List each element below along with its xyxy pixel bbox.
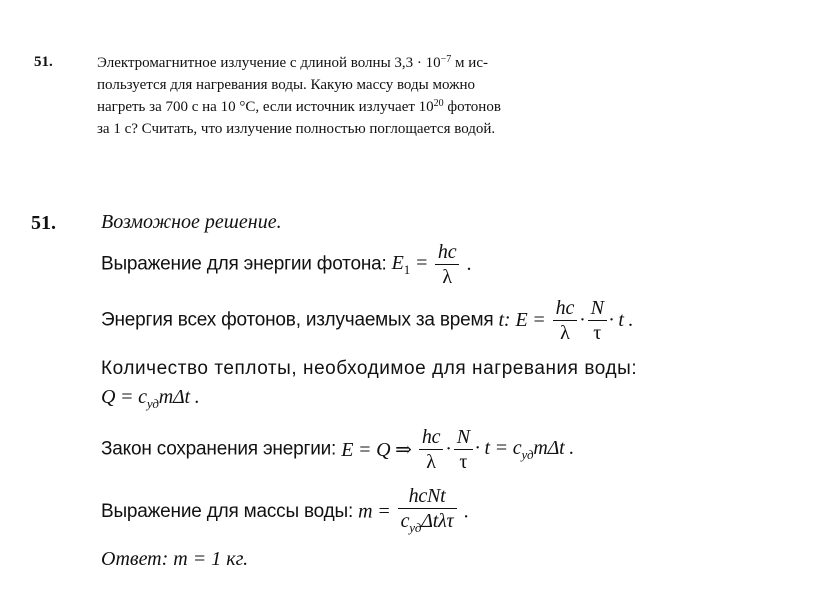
exponent: 20 — [433, 98, 444, 109]
step-total-energy-var: t: — [498, 309, 511, 331]
problem-line-3-text: нагреть за 700 с на 10 °С, если источник излучает 10 — [97, 99, 434, 115]
solution-number: 51. — [31, 212, 56, 234]
fraction-mass: $\frac{\text{hcNt}}{c_{уд}\Delta t\lambda\tau}$ — [398, 484, 457, 540]
problem-line-2 — [97, 74, 597, 96]
fraction-hc-lambda: $\frac{hc}{\lambda}$ — [553, 296, 577, 345]
formula-q: $Q = c_{уд}m\Delta t$ . — [101, 386, 200, 411]
fraction-hc-lambda: $\frac{hc}{\lambda}$ — [419, 425, 443, 474]
problem-line-4 — [97, 118, 597, 140]
fraction-n-tau: $\frac{N}{\tau}$ — [588, 296, 607, 345]
solution-title: Возможное решение. — [101, 211, 282, 233]
problem-line-4-text: за 1 с? Считать, что излучение полностью поглощается водой. — [97, 121, 496, 137]
step-conservation: Закон сохранения энергии: E = Q ⇒ $\frac{hc}{\lambda}$ · $\frac{N}{\tau}$ · $t = c_{уд}m\Delta t$ . — [101, 426, 575, 473]
answer — [101, 548, 248, 571]
problem-line-1 — [97, 52, 597, 74]
exponent: −7 — [440, 54, 452, 65]
fraction-n-tau: $\frac{N}{\tau}$ — [454, 425, 473, 474]
problem-number: 51. — [34, 54, 53, 70]
problem-line-1-tail: м ис- — [451, 55, 488, 71]
step-mass-text: Выражение для массы воды: — [101, 501, 354, 522]
step-heat-text: Количество теплоты, необходимое для нагревания воды: — [101, 358, 638, 379]
answer-label: Ответ: — [101, 548, 169, 570]
problem-line-3 — [97, 96, 597, 118]
step-photon-energy-text: Выражение для энергии фотона: — [101, 253, 387, 275]
step-total-energy: Энергия всех фотонов, излучаемых за время t: E = $\frac{hc}{\lambda}$ · $\frac{N}{\tau}$ · t . — [101, 297, 634, 344]
answer-value: m = 1 кг. — [173, 548, 249, 570]
step-mass: Выражение для массы воды: m = $\frac{\text{hcNt}}{c_{уд}\Delta t\lambda\tau}$ . — [101, 484, 468, 540]
problem-line-3-tail: фотонов — [443, 99, 501, 115]
fraction-hc-lambda: $\frac{hc}{\lambda}$ — [435, 240, 459, 289]
step-conservation-text: Закон сохранения энергии: — [101, 438, 337, 460]
problem-line-1-text: Электромагнитное излучение с длиной волны 3,3 · 10 — [97, 55, 441, 71]
step-heat — [101, 358, 637, 380]
formula-e1: $E_1$ = — [391, 251, 433, 277]
step-photon-energy: Выражение для энергии фотона: $E_1$ = $\frac{hc}{\lambda}$ . — [101, 241, 472, 288]
problem-line-2-text: пользуется для нагревания воды. Какую массу воды можно — [97, 77, 475, 93]
step-total-energy-text: Энергия всех фотонов, излучаемых за время — [101, 309, 494, 331]
